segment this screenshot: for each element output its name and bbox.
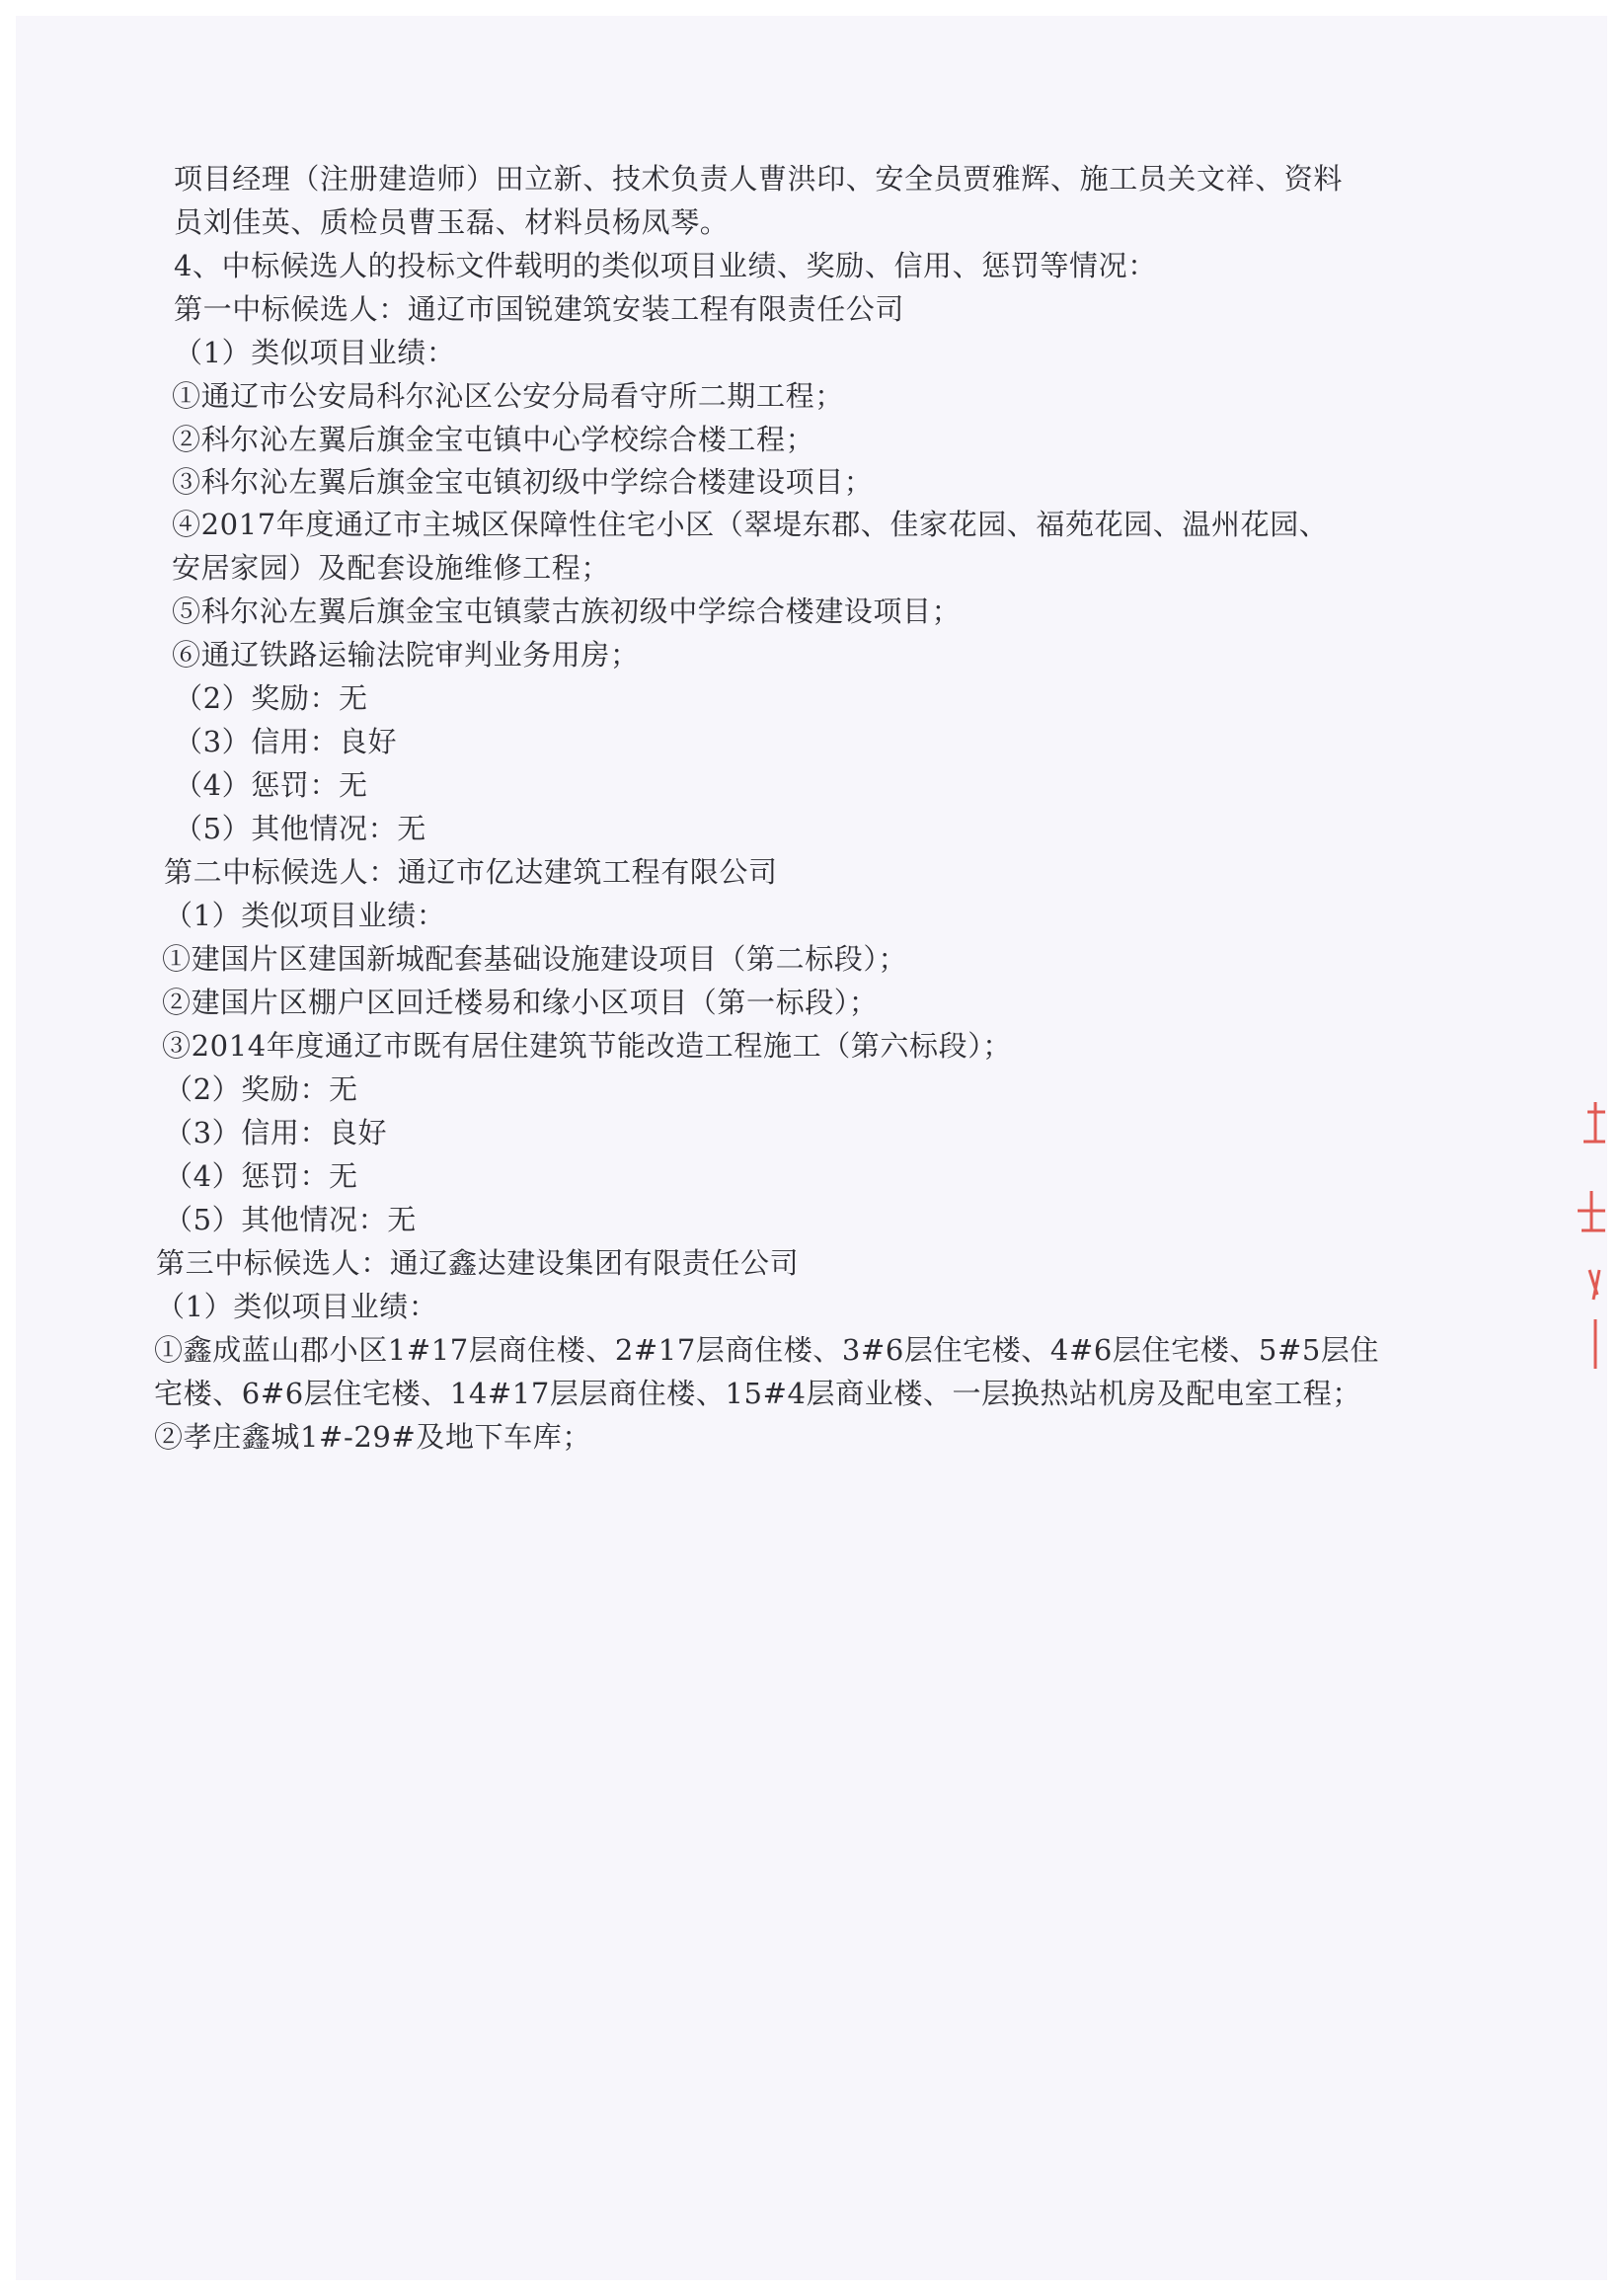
candidate-3-performance-label: （1）类似项目业绩： [156, 1290, 438, 1323]
red-seal-edge [1548, 1082, 1607, 1379]
candidate-2-award: （2）奖励：无 [164, 1072, 358, 1106]
candidate-1-project-4: ④2017年度通辽市主城区保障性住宅小区（翠堤东郡、佳家花园、福苑花园、温州花园、 [172, 508, 1329, 541]
candidate-1-penalty: （4）惩罚：无 [174, 768, 368, 802]
candidate-3-project-1: ①鑫成蓝山郡小区1#17层商住楼、2#17层商住楼、3#6层住宅楼、4#6层住宅楼、5#5层住 [154, 1333, 1380, 1367]
candidate-2-performance-label: （1）类似项目业绩： [164, 899, 446, 932]
candidate-1-other: （5）其他情况：无 [174, 812, 426, 845]
candidate-3-project-2: ②孝庄鑫城1#-29#及地下车库； [154, 1420, 591, 1454]
candidate-1-project-5: ⑤科尔沁左翼后旗金宝屯镇蒙古族初级中学综合楼建设项目； [172, 594, 962, 628]
seal-stroke-3 [1589, 1270, 1599, 1300]
candidate-2-other: （5）其他情况：无 [164, 1203, 417, 1236]
candidate-1-project-6: ⑥通辽铁路运输法院审判业务用房； [172, 638, 640, 672]
seal-stroke-1 [1584, 1102, 1605, 1142]
candidate-1-project-2: ②科尔沁左翼后旗金宝屯镇中心学校综合楼工程； [172, 423, 815, 456]
body-line-2: 员刘佳英、质检员曹玉磊、材料员杨凤琴。 [174, 205, 730, 239]
candidate-1-project-3: ③科尔沁左翼后旗金宝屯镇初级中学综合楼建设项目； [172, 465, 874, 499]
candidate-2-heading: 第二中标候选人：通辽市亿达建筑工程有限公司 [164, 855, 778, 889]
candidate-1-performance-label: （1）类似项目业绩： [174, 336, 456, 369]
section-heading-4: 4、中标候选人的投标文件载明的类似项目业绩、奖励、信用、惩罚等情况： [174, 249, 1157, 282]
candidate-3-project-1-cont: 宅楼、6#6层住宅楼、14#17层层商住楼、15#4层商业楼、一层换热站机房及配电室工程； [154, 1377, 1361, 1410]
candidate-2-project-3: ③2014年度通辽市既有居住建筑节能改造工程施工（第六标段）； [162, 1029, 1012, 1063]
document-page [16, 16, 1607, 2280]
candidate-2-project-1: ①建国片区建国新城配套基础设施建设项目（第二标段）； [162, 942, 908, 976]
candidate-1-credit: （3）信用：良好 [174, 725, 398, 758]
candidate-3-heading: 第三中标候选人：通辽鑫达建设集团有限责任公司 [156, 1246, 800, 1280]
body-line-1: 项目经理（注册建造师）田立新、技术负责人曹洪印、安全员贾雅辉、施工员关文祥、资料 [174, 162, 1344, 196]
candidate-1-project-1: ①通辽市公安局科尔沁区公安分局看守所二期工程； [172, 379, 844, 413]
candidate-2-penalty: （4）惩罚：无 [164, 1159, 358, 1193]
candidate-1-award: （2）奖励：无 [174, 681, 368, 715]
candidate-2-credit: （3）信用：良好 [164, 1116, 388, 1149]
candidate-1-project-4-cont: 安居家园）及配套设施维修工程； [172, 551, 611, 585]
seal-stroke-2 [1578, 1191, 1605, 1230]
candidate-2-project-2: ②建国片区棚户区回迁楼易和缘小区项目（第一标段）； [162, 986, 879, 1019]
candidate-1-heading: 第一中标候选人：通辽市国锐建筑安装工程有限责任公司 [174, 292, 905, 326]
